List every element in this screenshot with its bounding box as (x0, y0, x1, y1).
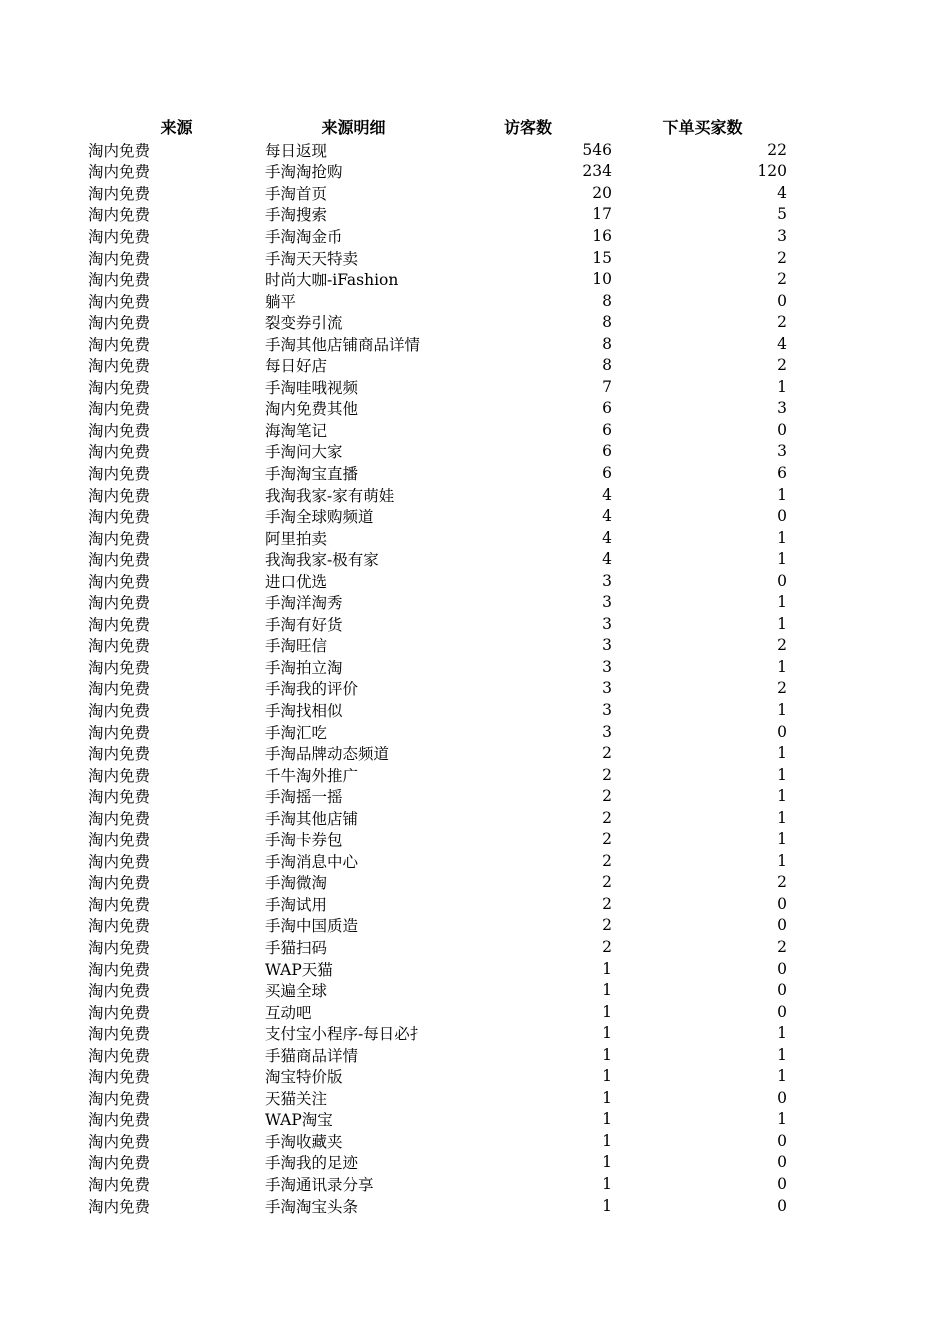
cell-source-detail: 手淘洋淘秀 (265, 594, 343, 613)
table-row (88, 204, 798, 226)
table-row (88, 182, 798, 204)
cell-source-detail: 手淘找相似 (265, 702, 343, 720)
cell-source: 淘内免费 (88, 939, 151, 958)
cell-visitors: 2 (602, 744, 612, 763)
cell-visitors: 3 (602, 722, 612, 741)
cell-visitors: 6 (602, 420, 612, 439)
cell-source: 淘内免费 (88, 615, 151, 634)
cell-buyers: 1 (777, 851, 787, 870)
header-buyers: 下单买家数 (662, 118, 743, 137)
cell-source-detail: 手淘全球购频道 (265, 508, 374, 527)
table-row (88, 225, 798, 247)
cell-source: 淘内免费 (88, 141, 151, 160)
cell-source-detail: 淘内免费其他 (265, 400, 359, 419)
cell-source-detail: 裂变券引流 (265, 314, 343, 333)
table-row (88, 527, 798, 549)
cell-visitors: 2 (602, 830, 612, 849)
cell-source: 淘内免费 (88, 982, 151, 1001)
cell-visitors: 2 (602, 765, 612, 784)
table-row (88, 268, 798, 290)
cell-source: 淘内免费 (88, 508, 151, 527)
cell-visitors: 16 (592, 226, 612, 245)
cell-visitors: 3 (602, 657, 612, 676)
cell-visitors: 4 (602, 485, 612, 504)
cell-visitors: 1 (602, 1024, 612, 1043)
cell-source: 淘内免费 (88, 852, 151, 871)
cell-source: 淘内免费 (88, 572, 151, 591)
table-row (88, 721, 798, 743)
cell-source-detail: 手淘问大家 (265, 443, 343, 462)
cell-source: 淘内免费 (88, 464, 151, 483)
table-row (88, 247, 798, 269)
cell-source: 淘内免费 (88, 357, 151, 376)
cell-source: 淘内免费 (88, 680, 151, 699)
cell-source: 淘内免费 (88, 163, 151, 182)
cell-buyers: 1 (777, 377, 787, 396)
cell-source-detail: 手淘淘宝头条 (265, 1197, 359, 1216)
cell-source-detail: 手淘我的足迹 (265, 1154, 359, 1173)
table-row (88, 484, 798, 506)
table-row (88, 570, 798, 592)
cell-source-detail: 天猫关注 (265, 1089, 328, 1108)
cell-visitors: 1 (602, 1002, 612, 1021)
cell-source: 淘内免费 (88, 809, 151, 828)
table-row (88, 161, 798, 183)
cell-source: 淘内免费 (88, 788, 151, 807)
cell-source-detail: 手淘摇一摇 (265, 788, 343, 807)
cell-source: 淘内免费 (88, 960, 151, 979)
cell-visitors: 4 (602, 528, 612, 547)
cell-buyers: 1 (777, 485, 787, 504)
cell-source-detail: 手淘通讯录分享 (265, 1176, 374, 1195)
cell-source: 淘内免费 (88, 766, 151, 785)
header-source: 来源 (160, 118, 193, 137)
cell-source-detail: 手淘卡券包 (265, 831, 343, 850)
table-row (88, 290, 798, 312)
cell-buyers: 0 (777, 1131, 787, 1150)
cell-source: 淘内免费 (88, 551, 151, 570)
cell-source: 淘内免费 (88, 917, 151, 936)
cell-source: 淘内免费 (88, 314, 151, 333)
cell-source: 淘内免费 (88, 184, 151, 203)
cell-buyers: 1 (777, 787, 787, 806)
table-row (88, 1130, 798, 1152)
cell-source-detail: 手淘首页 (265, 184, 328, 203)
cell-source: 淘内免费 (88, 1046, 151, 1065)
cell-source: 淘内免费 (88, 1089, 151, 1108)
table-row (88, 678, 798, 700)
table-row (88, 958, 798, 980)
table-row (88, 1152, 798, 1174)
table-row (88, 441, 798, 463)
table-row (88, 893, 798, 915)
cell-buyers: 2 (777, 873, 787, 892)
cell-visitors: 2 (602, 851, 612, 870)
header-visitors: 访客数 (503, 118, 552, 137)
cell-visitors: 2 (602, 787, 612, 806)
cell-source: 淘内免费 (88, 637, 151, 656)
cell-visitors: 3 (602, 614, 612, 633)
cell-source-detail: 手淘品牌动态频道 (265, 745, 390, 764)
cell-visitors: 6 (602, 463, 612, 482)
cell-buyers: 1 (777, 1045, 787, 1064)
cell-source: 淘内免费 (88, 486, 151, 505)
table-row (88, 419, 798, 441)
table-row (88, 872, 798, 894)
cell-buyers: 2 (777, 679, 787, 698)
cell-source: 淘内免费 (88, 1003, 151, 1022)
cell-source: 淘内免费 (88, 249, 151, 268)
cell-buyers: 0 (777, 1153, 787, 1172)
cell-buyers: 1 (777, 830, 787, 849)
cell-buyers: 6 (777, 463, 787, 482)
cell-source: 淘内免费 (88, 1132, 151, 1151)
table-row (88, 139, 798, 161)
cell-buyers: 0 (777, 916, 787, 935)
cell-buyers: 1 (777, 550, 787, 569)
cell-visitors: 3 (602, 700, 612, 719)
cell-source-detail: 手淘哇哦视频 (265, 378, 359, 397)
table-row (88, 829, 798, 851)
cell-visitors: 2 (602, 916, 612, 935)
cell-visitors: 3 (602, 636, 612, 655)
cell-buyers: 2 (777, 938, 787, 956)
cell-visitors: 7 (602, 377, 612, 396)
table-row (88, 1066, 798, 1088)
cell-visitors: 1 (602, 959, 612, 978)
cell-visitors: 1 (602, 1045, 612, 1064)
table-row (88, 915, 798, 937)
cell-buyers: 1 (777, 744, 787, 763)
cell-buyers: 1 (777, 593, 787, 612)
cell-source: 淘内免费 (88, 1176, 151, 1195)
table-row (88, 376, 798, 398)
cell-buyers: 3 (777, 226, 787, 245)
cell-buyers: 120 (757, 162, 787, 181)
cell-source: 淘内免费 (88, 271, 151, 290)
cell-visitors: 1 (602, 1131, 612, 1150)
cell-source-detail: 千牛淘外推广 (265, 766, 359, 785)
cell-source: 淘内免费 (88, 745, 151, 764)
cell-source-detail: 我淘我家-极有家 (265, 551, 379, 570)
table-row (88, 785, 798, 807)
cell-source: 淘内免费 (88, 874, 151, 893)
cell-visitors: 2 (602, 808, 612, 827)
cell-source-detail: 手淘试用 (265, 895, 328, 914)
cell-source-detail: 手淘我的评价 (265, 680, 359, 699)
cell-source-detail: 时尚大咖-iFashion (265, 271, 399, 290)
cell-buyers: 0 (777, 981, 787, 1000)
cell-visitors: 1 (602, 1196, 612, 1215)
cell-source: 淘内免费 (88, 1111, 151, 1130)
cell-source: 淘内免费 (88, 702, 151, 720)
cell-buyers: 4 (777, 334, 787, 353)
cell-visitors: 2 (602, 873, 612, 892)
cell-source-detail: WAP淘宝 (265, 1111, 333, 1130)
cell-buyers: 0 (777, 722, 787, 741)
cell-source: 淘内免费 (88, 206, 151, 225)
cell-buyers: 1 (777, 1024, 787, 1043)
table-body (88, 139, 798, 1216)
cell-source: 淘内免费 (88, 443, 151, 462)
table-row (88, 699, 798, 721)
cell-source-detail: 手淘汇吃 (265, 723, 328, 742)
cell-visitors: 6 (602, 442, 612, 461)
cell-buyers: 1 (777, 528, 787, 547)
table-row (88, 311, 798, 333)
cell-visitors: 3 (602, 571, 612, 590)
table-row (88, 613, 798, 635)
cell-source-detail: 手猫扫码 (265, 939, 328, 958)
cell-source-detail: 手猫商品详情 (265, 1046, 359, 1065)
cell-visitors: 546 (582, 140, 612, 159)
cell-buyers: 1 (777, 700, 787, 719)
cell-source: 淘内免费 (88, 529, 151, 548)
cell-source-detail: WAP天猫 (265, 960, 333, 979)
cell-source: 淘内免费 (88, 1025, 151, 1044)
table-row (88, 1001, 798, 1023)
cell-visitors: 17 (592, 205, 612, 224)
cell-visitors: 10 (592, 270, 612, 289)
cell-buyers: 1 (777, 765, 787, 784)
cell-buyers: 1 (777, 1067, 787, 1086)
cell-visitors: 8 (602, 334, 612, 353)
cell-buyers: 0 (777, 959, 787, 978)
cell-source-detail: 手淘其他店铺 (265, 809, 359, 828)
table-row (88, 1022, 798, 1044)
cell-source: 淘内免费 (88, 400, 151, 419)
cell-visitors: 1 (602, 1110, 612, 1129)
cell-buyers: 0 (777, 1196, 787, 1215)
cell-buyers: 5 (777, 205, 787, 224)
cell-source-detail: 每日返现 (265, 141, 328, 160)
cell-visitors: 4 (602, 507, 612, 526)
cell-source: 淘内免费 (88, 335, 151, 354)
cell-buyers: 3 (777, 399, 787, 418)
cell-visitors: 8 (602, 356, 612, 375)
cell-source-detail: 海淘笔记 (265, 421, 328, 440)
table-row (88, 742, 798, 764)
cell-source-detail: 手淘淘宝直播 (265, 464, 359, 483)
table-row (88, 1195, 798, 1217)
cell-source-detail: 进口优选 (265, 572, 328, 591)
cell-buyers: 0 (777, 1088, 787, 1107)
cell-buyers: 2 (777, 248, 787, 267)
cell-source: 淘内免费 (88, 723, 151, 742)
cell-buyers: 2 (777, 270, 787, 289)
cell-visitors: 1 (602, 1175, 612, 1194)
cell-source-detail: 手淘天天特卖 (265, 249, 359, 268)
cell-buyers: 1 (777, 614, 787, 633)
cell-source: 淘内免费 (88, 1068, 151, 1087)
cell-visitors: 8 (602, 291, 612, 310)
cell-source-detail: 互动吧 (265, 1003, 312, 1022)
table-row (88, 1173, 798, 1195)
cell-source: 淘内免费 (88, 658, 151, 677)
cell-source: 淘内免费 (88, 292, 151, 311)
table-row (88, 850, 798, 872)
cell-visitors: 1 (602, 981, 612, 1000)
cell-source-detail: 买遍全球 (265, 982, 328, 1001)
table-row (88, 1109, 798, 1131)
cell-visitors: 1 (602, 1067, 612, 1086)
cell-buyers: 22 (767, 140, 787, 159)
cell-source-detail: 手淘搜索 (265, 206, 328, 225)
cell-visitors: 1 (602, 1153, 612, 1172)
table-row (88, 462, 798, 484)
cell-buyers: 2 (777, 356, 787, 375)
cell-source: 淘内免费 (88, 831, 151, 850)
table-row (88, 936, 798, 958)
header-row (88, 114, 798, 139)
cell-source: 淘内免费 (88, 895, 151, 914)
cell-source: 淘内免费 (88, 1197, 151, 1216)
cell-buyers: 4 (777, 183, 787, 202)
cell-source-detail: 手淘拍立淘 (265, 658, 343, 677)
cell-visitors: 8 (602, 313, 612, 332)
cell-source-detail: 我淘我家-家有萌娃 (265, 486, 395, 505)
cell-source-detail: 手淘淘金币 (265, 227, 343, 246)
cell-source-detail: 手淘消息中心 (265, 852, 359, 871)
cell-source-detail: 每日好店 (265, 357, 328, 376)
cell-buyers: 0 (777, 1175, 787, 1194)
cell-visitors: 2 (602, 894, 612, 913)
cell-buyers: 0 (777, 507, 787, 526)
cell-visitors: 1 (602, 1088, 612, 1107)
table-row (88, 591, 798, 613)
table-row (88, 354, 798, 376)
cell-source: 淘内免费 (88, 227, 151, 246)
cell-buyers: 0 (777, 571, 787, 590)
cell-visitors: 2 (602, 938, 612, 956)
cell-visitors: 6 (602, 399, 612, 418)
cell-buyers: 1 (777, 1110, 787, 1129)
cell-source-detail: 手淘微淘 (265, 874, 328, 893)
cell-source: 淘内免费 (88, 378, 151, 397)
table-row (88, 635, 798, 657)
table-row (88, 764, 798, 786)
cell-buyers: 0 (777, 420, 787, 439)
table-row (88, 1044, 798, 1066)
cell-source-detail: 手淘收藏夹 (265, 1132, 343, 1151)
cell-source-detail: 躺平 (265, 292, 297, 311)
header-source-detail: 来源明细 (321, 118, 386, 137)
cell-source-detail: 支付宝小程序-每日必扌 (265, 1025, 426, 1044)
cell-visitors: 15 (592, 248, 612, 267)
cell-visitors: 3 (602, 593, 612, 612)
cell-source: 淘内免费 (88, 421, 151, 440)
table-row (88, 548, 798, 570)
table-row (88, 656, 798, 678)
cell-source-detail: 手淘中国质造 (265, 917, 359, 936)
cell-buyers: 0 (777, 894, 787, 913)
cell-source-detail: 手淘其他店铺商品详情 (265, 335, 421, 354)
table-row (88, 505, 798, 527)
table-row (88, 979, 798, 1001)
spreadsheet-table (88, 114, 798, 1216)
cell-buyers: 2 (777, 636, 787, 655)
cell-visitors: 3 (602, 679, 612, 698)
cell-visitors: 20 (592, 183, 612, 202)
table-row (88, 398, 798, 420)
cell-buyers: 1 (777, 808, 787, 827)
cell-source-detail: 手淘有好货 (265, 615, 343, 634)
cell-source-detail: 手淘旺信 (265, 637, 328, 656)
cell-buyers: 0 (777, 291, 787, 310)
cell-buyers: 1 (777, 657, 787, 676)
cell-visitors: 4 (602, 550, 612, 569)
cell-source: 淘内免费 (88, 1154, 151, 1173)
cell-buyers: 0 (777, 1002, 787, 1021)
cell-source: 淘内免费 (88, 594, 151, 613)
cell-source-detail: 阿里拍卖 (265, 529, 328, 548)
cell-visitors: 234 (582, 162, 612, 181)
cell-source-detail: 淘宝特价版 (265, 1068, 343, 1087)
cell-source-detail: 手淘淘抢购 (265, 163, 343, 182)
table-row (88, 807, 798, 829)
table-row (88, 1087, 798, 1109)
cell-buyers: 3 (777, 442, 787, 461)
table-row (88, 333, 798, 355)
cell-buyers: 2 (777, 313, 787, 332)
